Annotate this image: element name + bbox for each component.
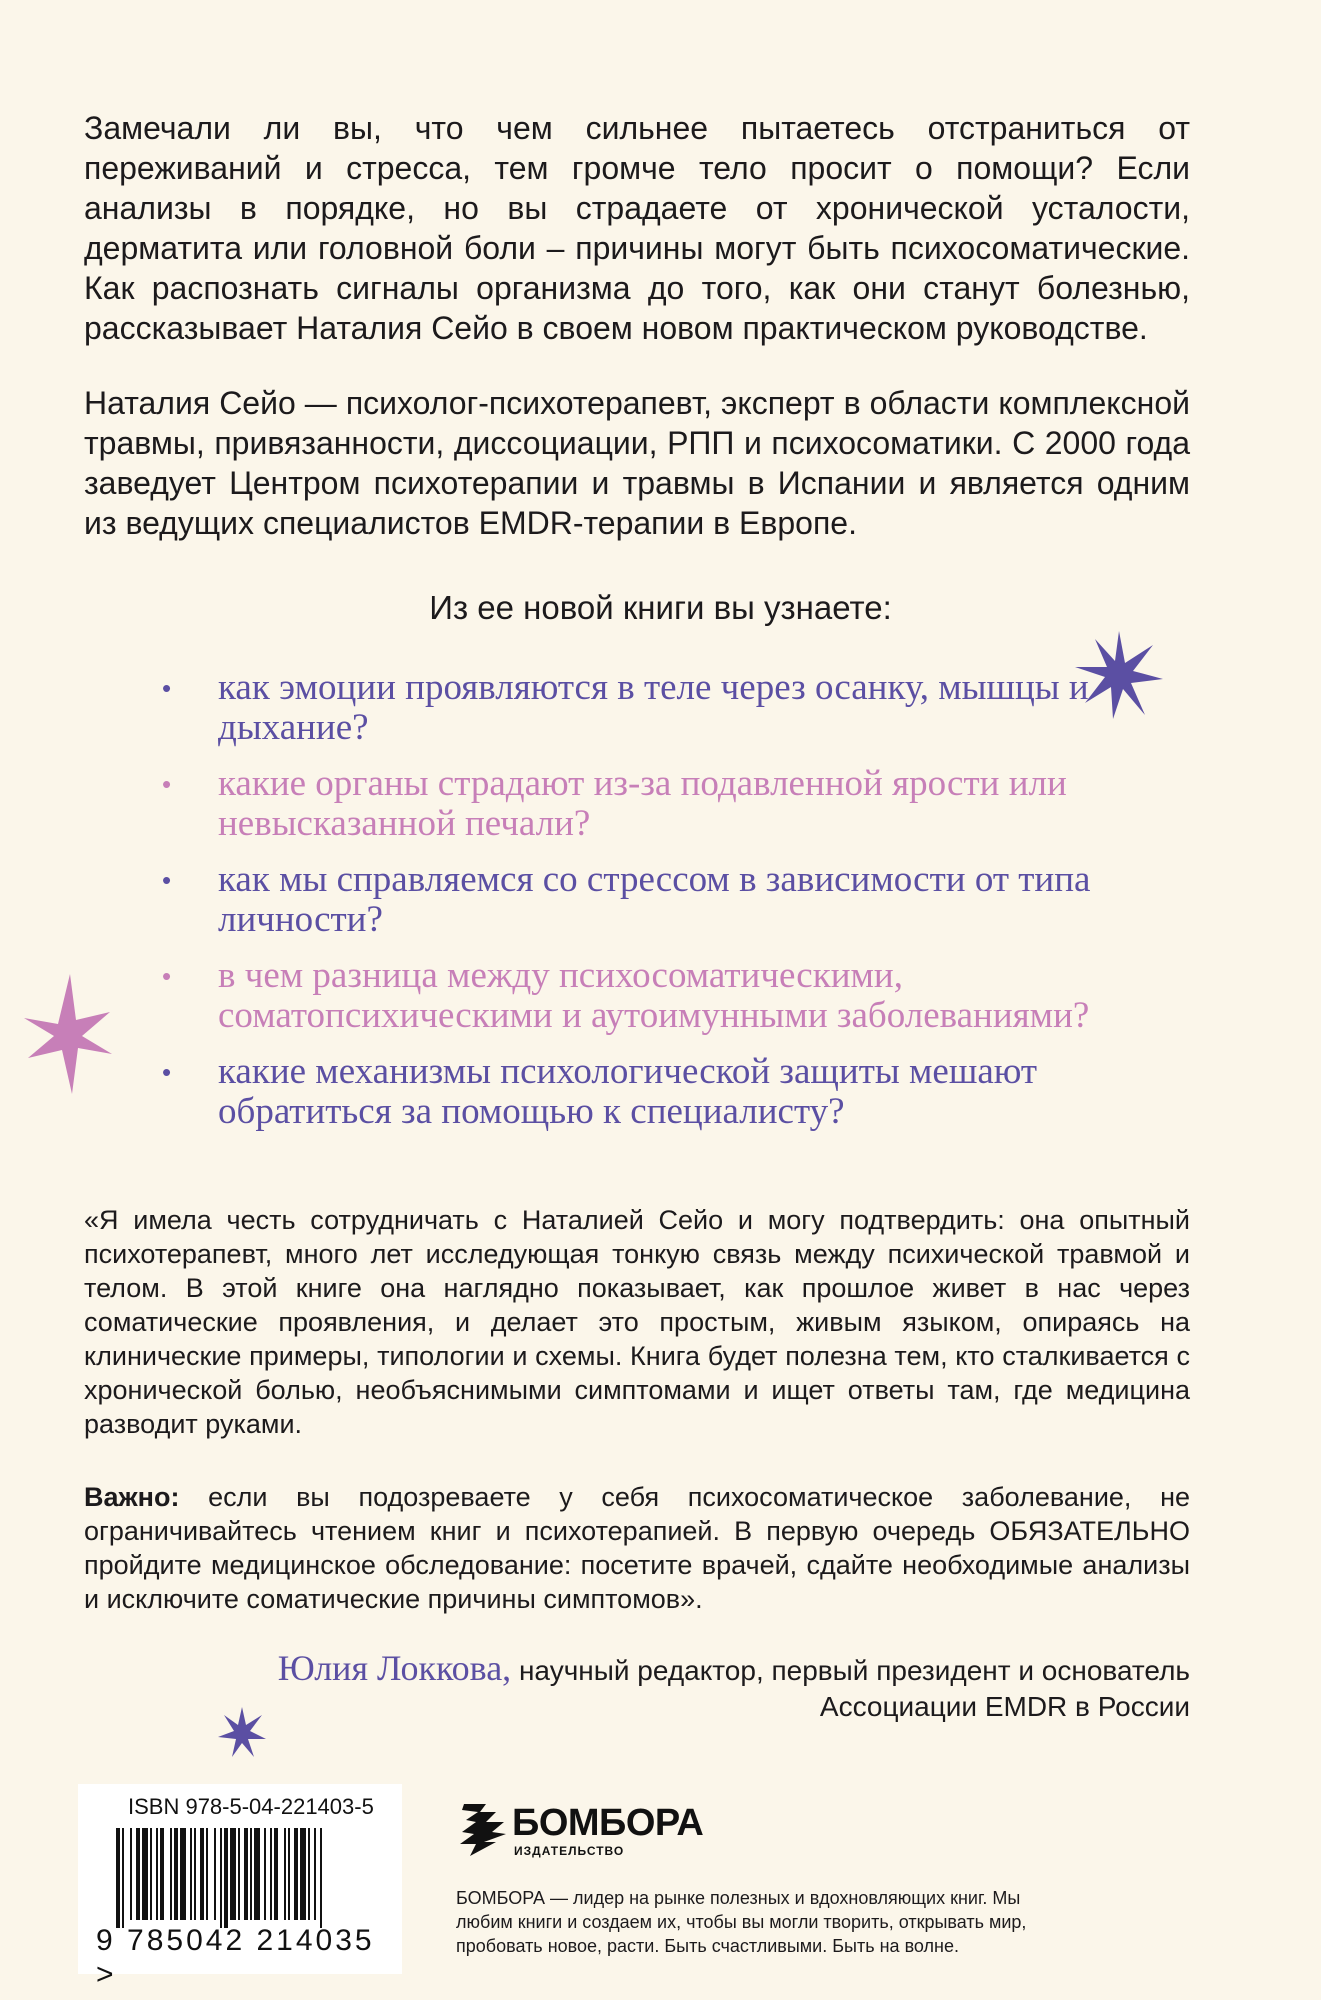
attribution-role-1: научный редактор, первый президент и основатель xyxy=(511,1655,1190,1686)
barcode-bar xyxy=(294,1828,298,1920)
barcode-bar xyxy=(170,1828,172,1920)
barcode-bar xyxy=(238,1828,240,1920)
star-icon-pink xyxy=(22,972,114,1096)
barcode-bar xyxy=(142,1828,148,1920)
attribution-name: Юлия Локкова, xyxy=(277,1648,512,1688)
barcode-bar xyxy=(220,1828,222,1928)
barcode-bar xyxy=(264,1828,266,1920)
barcode-bar xyxy=(274,1828,278,1920)
important-label: Важно: xyxy=(84,1482,180,1512)
star-icon-violet-small xyxy=(216,1705,268,1761)
bullet-text: как мы справляемся со стрессом в зависимости от типа личности? xyxy=(218,859,1091,940)
barcode-bar xyxy=(190,1828,192,1920)
author-bio: Наталия Сейо — психолог-психотерапевт, эксперт в области комплексной травмы, привязанности, диссоциации, РПП и психосоматики. С 2000 года заведует Центром психотерапии и травмы в Испании и является одним из ведущих специалистов EMDR-терапии в Европе. xyxy=(84,385,1190,541)
barcode-bar xyxy=(200,1828,204,1920)
attribution-line-1 xyxy=(190,1650,1190,1689)
barcode-bar xyxy=(150,1828,152,1920)
barcode-bar xyxy=(122,1828,124,1928)
barcode-bar xyxy=(300,1828,306,1920)
bullet-dot-icon: • xyxy=(162,865,172,895)
publisher-description: БОМБОРА — лидер на рынке полезных и вдохновляющих книг. Мы любим книги и создаем их, чтобы вы могли творить, открывать мир, пробовать новое, расти. Быть счастливыми. Быть на волне. xyxy=(456,1888,1027,1956)
bullet-dot-icon: • xyxy=(162,961,172,991)
barcode-bar xyxy=(224,1828,228,1928)
bullets-heading: Из ее новой книги вы узнаете: xyxy=(429,589,892,626)
publisher-subtitle: ИЗДАТЕЛЬСТВО xyxy=(514,1844,625,1858)
barcode-bar xyxy=(136,1828,140,1920)
important-note xyxy=(84,1480,1190,1616)
barcode-bar xyxy=(308,1828,310,1920)
isbn-number: ISBN 978-5-04-221403-5 xyxy=(128,1794,374,1819)
quote-paragraph: «Я имела честь сотрудничать с Наталией Сейо и могу подтвердить: она опытный психотерапевт, много лет исследующая тонкую связь между психической травмой и телом. В этой книге она наглядно показывает, как прошлое живет в нас через соматические проявления, и делает это простым, живым языком, опираясь на клинические примеры, типологии и схемы. Книга будет полезна тем, кто сталкивается с хронической болью, необъяснимыми симптомами и ищет ответы там, где медицина разводит руками. xyxy=(84,1205,1190,1439)
barcode-bar xyxy=(314,1828,316,1920)
barcode-bar xyxy=(244,1828,248,1920)
barcode-bar xyxy=(288,1828,290,1920)
barcode-bar xyxy=(250,1828,252,1920)
attribution xyxy=(190,1650,1190,1725)
bullet-item xyxy=(152,1052,1202,1132)
barcode-bar xyxy=(284,1828,286,1920)
publisher-name: БОМБОРА xyxy=(512,1802,704,1844)
bullet-dot-icon: • xyxy=(162,673,172,703)
publisher-logo xyxy=(456,1798,704,1862)
barcode-bar xyxy=(180,1828,186,1920)
bullet-dot-icon: • xyxy=(162,1057,172,1087)
bullet-dot-icon: • xyxy=(162,769,172,799)
barcode-bar xyxy=(194,1828,196,1920)
barcode-bar xyxy=(254,1828,260,1920)
barcode-bar xyxy=(156,1828,158,1920)
isbn-barcode xyxy=(78,1784,402,1991)
barcode-bar xyxy=(206,1828,208,1920)
barcode-bar xyxy=(270,1828,272,1920)
attribution-role-2: Ассоциации EMDR в России xyxy=(819,1691,1190,1722)
barcode-bar xyxy=(116,1828,120,1928)
important-text: если вы подозреваете у себя психосоматическое заболевание, не ограничивайтесь чтением книг и психотерапией. В первую очередь ОБЯЗАТЕЛЬНО пройдите медицинское обследование: посетите врачей, сдайте необходимые анализы и исключите соматические причины симптомов». xyxy=(84,1482,1190,1614)
barcode-bars xyxy=(116,1828,376,1928)
barcode-bar xyxy=(320,1828,322,1928)
bullet-item xyxy=(152,956,1202,1036)
bombora-logo-icon xyxy=(456,1798,510,1862)
intro-paragraph: Замечали ли вы, что чем сильнее пытаетесь отстраниться от переживаний и стресса, тем громче тело просит о помощи? Если анализы в порядке, но вы страдаете от хронической усталости, дерматита или головной боли – причины могут быть психосоматические. Как распознать сигналы организма до того, как они станут болезнью, рассказывает Наталия Сейо в своем новом практическом руководстве. xyxy=(84,110,1190,346)
bullet-item xyxy=(152,764,1202,844)
bullet-text: как эмоции проявляются в теле через осанку, мышцы и дыхание? xyxy=(218,667,1089,748)
bullet-list xyxy=(152,668,1202,1148)
barcode-bar xyxy=(174,1828,178,1920)
barcode-bar xyxy=(214,1828,216,1920)
star-icon-violet-large xyxy=(1072,628,1166,722)
barcode-digits: 9 785042 214035 > xyxy=(96,1924,375,1991)
bullet-item xyxy=(152,860,1202,940)
bullet-text: какие органы страдают из-за подавленной ярости или невысказанной печали? xyxy=(218,763,1067,844)
bullet-item xyxy=(152,668,1202,748)
barcode-bar xyxy=(230,1828,236,1920)
barcode-bar xyxy=(130,1828,132,1920)
barcode-bar xyxy=(160,1828,164,1920)
bullet-text: какие механизмы психологической защиты мешают обратиться за помощью к специалисту? xyxy=(218,1051,1038,1132)
bullet-text: в чем разница между психосоматическими, соматопсихическими и аутоимунными заболеваниями? xyxy=(218,955,1090,1036)
